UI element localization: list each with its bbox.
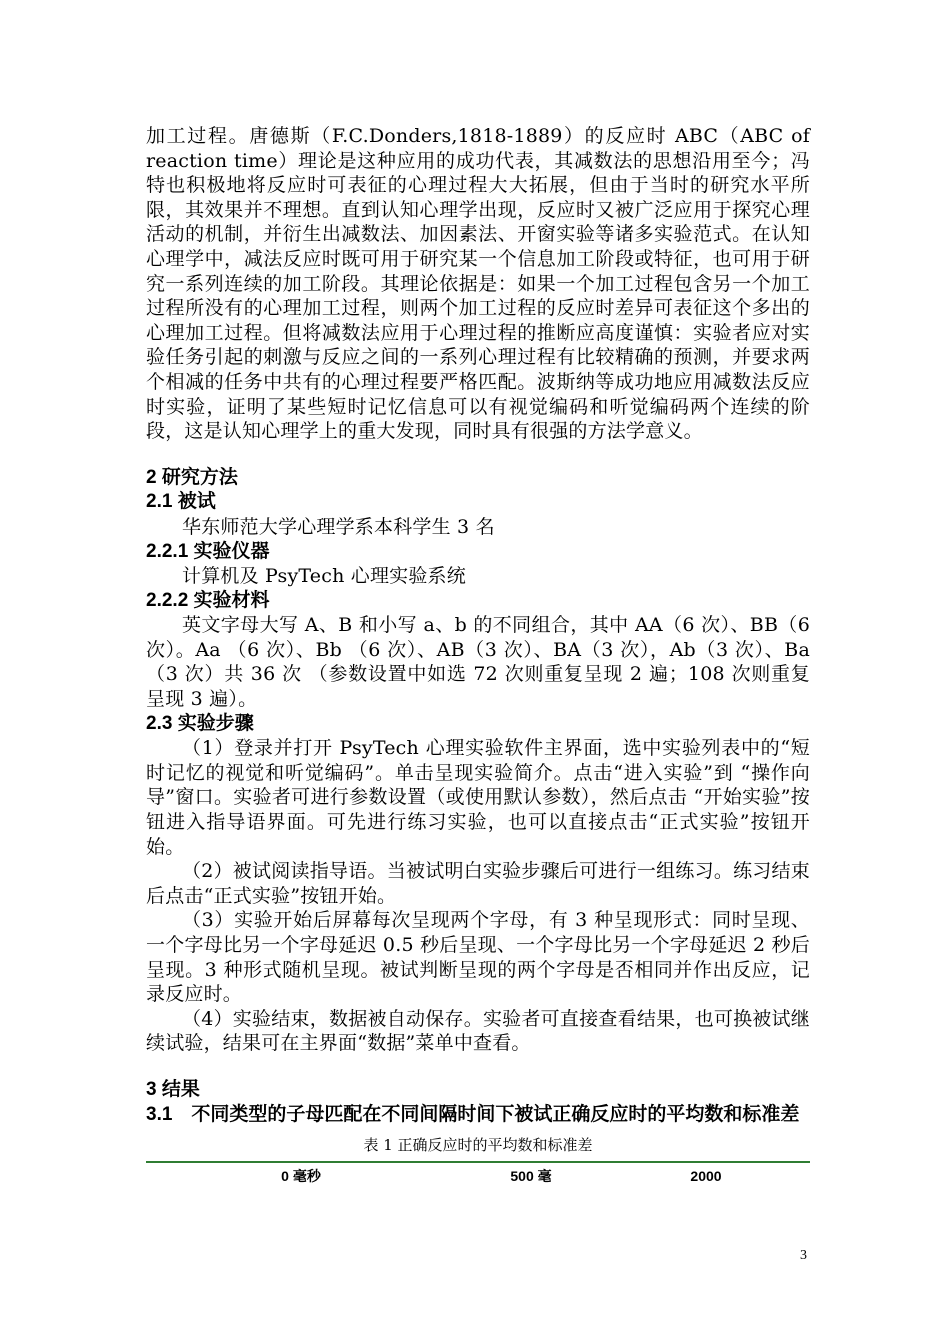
section-3-heading: 3 结果 bbox=[146, 1078, 200, 1100]
step-1: （1）登录并打开 PsyTech 心理实验软件主界面，选中实验列表中的“短时记忆的视觉和听觉编码”。单击呈现实验简介。点击“进入实验”到 “操作向导”窗口。实验者可进行参数设置（或使用默认参数），然后点击 “开始实验”按钮进入指导语界面。可先进行练习实验，也可以直接点击“正式实验”按钮开始。 bbox=[146, 737, 810, 858]
section-2-2-2-text: 英文字母大写 A、B 和小写 a、b 的不同组合，其中 AA（6 次）、BB（6 次）。Aa （6 次）、Bb （6 次）、AB（3 次）、BA（3 次），Ab（3 次）、Ba （3 次）共 36 次 （参数设置中如选 72 次则重复呈现 2 遍；108 次则重复呈现 3 遍）。 bbox=[146, 614, 810, 711]
section-2-1-text: 华东师范大学心理学系本科学生 3 名 bbox=[182, 515, 495, 538]
table-header-cell: 2000 bbox=[690, 1168, 722, 1185]
section-2-heading: 2 研究方法 bbox=[146, 466, 238, 488]
section-2-1-heading: 2.1 被试 bbox=[146, 491, 216, 513]
table-header-row bbox=[146, 1163, 810, 1189]
intro-paragraph: 加工过程。唐德斯（F.C.Donders,1818-1889）的反应时 ABC（ABC of reaction time）理论是这种应用的成功代表，其减数法的思想沿用至今；冯特也积极地将反应时可表征的心理过程大大拓展，但由于当时的研究水平所限，其效果并不理想。直到认知心理学出现，反应时又被广泛应用于探究心理活动的机制，并衍生出减数法、加因素法、开窗实验等诸多实验范式。在认知心理学中，减法反应时既可用于研究某一个信息加工阶段或特征，也可用于研究一系列连续的加工阶段。其理论依据是：如果一个加工过程包含另一个加工过程所没有的心理加工过程，则两个加工过程的反应时差异可表征这个多出的心理加工过程。但将减数法应用于心理过程的推断应高度谨慎：实验者应对实验任务引起的刺激与反应之间的一系列心理过程有比较精确的预测，并要求两个相减的任务中共有的心理过程要严格匹配。波斯纳等成功地应用减数法反应时实验，证明了某些短时记忆信息可以有视觉编码和听觉编码两个连续的阶段，这是认知心理学上的重大发现，同时具有很强的方法学意义。 bbox=[146, 125, 810, 443]
spacer bbox=[146, 1056, 810, 1078]
page-number: 3 bbox=[800, 1248, 807, 1263]
section-2-3-heading: 2.3 实验步骤 bbox=[146, 712, 254, 734]
step-2: （2）被试阅读指导语。当被试明白实验步骤后可进行一组练习。练习结束后点击“正式实验”按钮开始。 bbox=[146, 860, 810, 907]
table-header-cell: 0 毫秒 bbox=[281, 1168, 321, 1185]
section-2-2-1-text: 计算机及 PsyTech 心理实验系统 bbox=[182, 565, 466, 588]
page-content bbox=[146, 124, 810, 1189]
section-2-2-2-heading: 2.2.2 实验材料 bbox=[146, 589, 270, 611]
section-3-1-heading: 3.1 不同类型的子母匹配在不同间隔时间下被试正确反应时的平均数和标准差 bbox=[146, 1103, 800, 1125]
table-caption: 表 1 正确反应时的平均数和标准差 bbox=[363, 1136, 593, 1155]
table-header-cell: 500 毫 bbox=[510, 1168, 552, 1185]
step-4: （4）实验结束，数据被自动保存。实验者可直接查看结果，也可换被试继续试验，结果可在主界面“数据”菜单中查看。 bbox=[146, 1007, 810, 1055]
section-2-2-1-heading: 2.2.1 实验仪器 bbox=[146, 540, 270, 562]
step-3: （3）实验开始后屏幕每次呈现两个字母，有 3 种呈现形式：同时呈现、一个字母比另一个字母延迟 0.5 秒后呈现、一个字母比另一个字母延迟 2 秒后呈现。3 种形式随机呈现。被试判断呈现的两个字母是否相同并作出反应，记录反应时。 bbox=[146, 909, 810, 1006]
spacer bbox=[146, 444, 810, 466]
